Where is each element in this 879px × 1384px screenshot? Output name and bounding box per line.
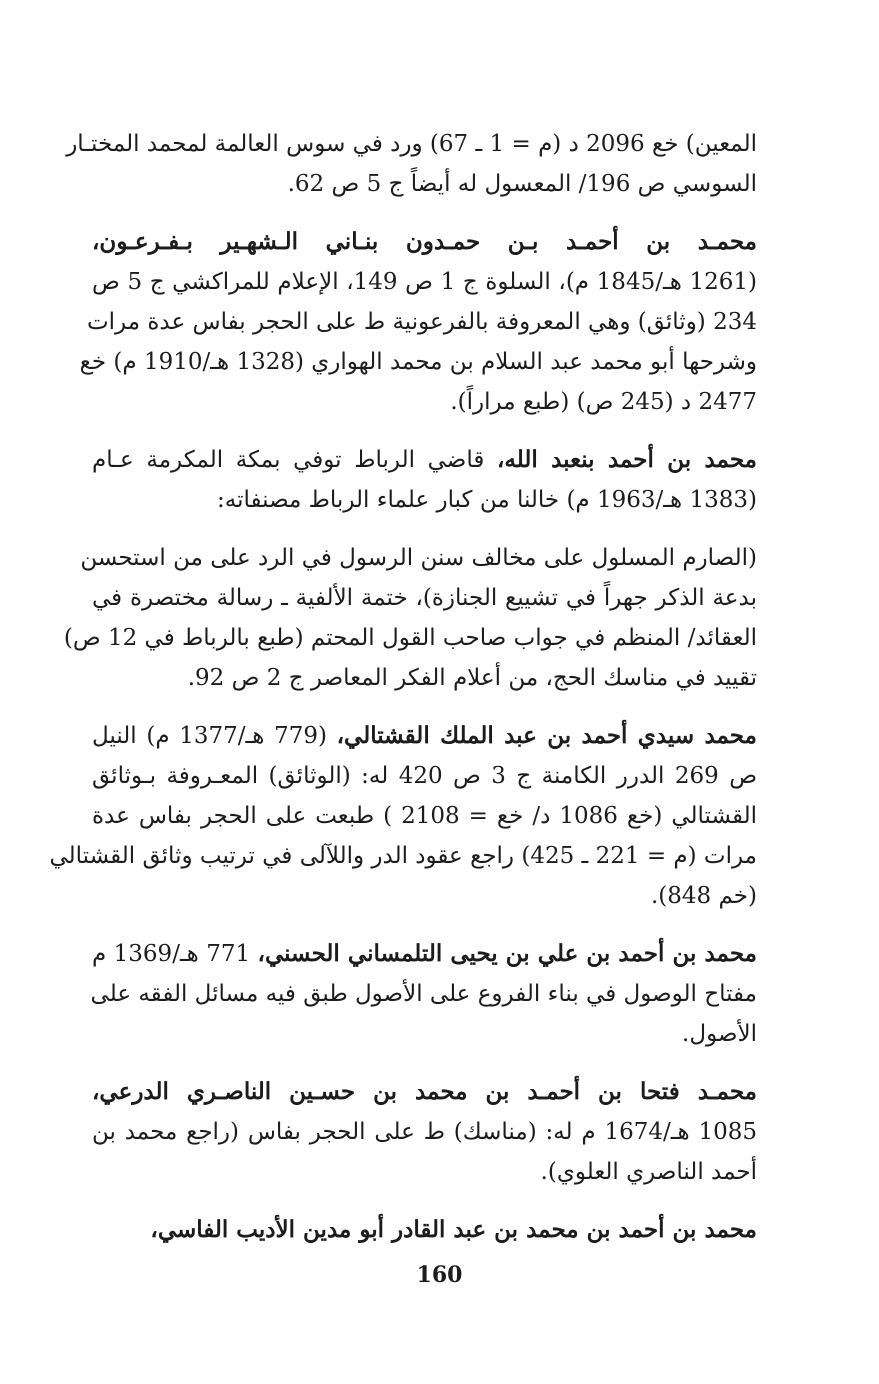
text-line: تقييد في مناسك الحج، من أعلام الفكر المعاصر ج 2 ص 92. (187, 665, 757, 691)
text-line: ص 269 الدرر الكامنة ج 3 ص 420 له: (الوثائق) المعـروفة بـوثائق (92, 763, 757, 789)
text-line: أحمد الناصري العلوي). (540, 1159, 757, 1185)
text-line: 1085 هـ/1674 م له: (مناسك) ط على الحجر بفاس (راجع محمد بن (92, 1119, 757, 1145)
entry-heading: محمد بن أحمد بنعبد الله، (496, 446, 757, 473)
text-line: العقائد/ المنظم في جواب صاحب القول المحتم (طبع بالرباط في 12 ص) (63, 625, 757, 651)
text-line: 234 (وثائق) وهي المعروفة بالفرعونية ط على الحجر بفاس عدة مرات (87, 309, 757, 335)
text-line: (الصارم المسلول على مخالف سنن الرسول في الرد على من استحسن (80, 545, 757, 571)
entry-heading: محمد بن أحمد بن محمد بن عبد القادر أبو مدين الأديب الفاسي، (150, 1216, 757, 1243)
entry-heading-line (92, 716, 757, 756)
text-line: بدعة الذكر جهراً في تشييع الجنازة)، ختمة الألفية ـ رسالة مختصرة في (92, 585, 757, 611)
text-line: (1383 هـ/1963 م) خالنا من كبار علماء الرباط مصنفاته: (217, 487, 757, 513)
entry-heading-text: 771 هـ/1369 م (92, 941, 258, 967)
entry-heading-text: (779 هـ/1377 م) النيل (92, 723, 337, 749)
text-line: (خم 848). (650, 883, 757, 909)
text-line: مفتاح الوصول في بناء الفروع على الأصول طبق فيه مسائل الفقه على (90, 981, 757, 1007)
text-line: السوسي ص 196/ المعسول له أيضاً ج 5 ص 62. (287, 171, 757, 197)
entry-heading-line (92, 934, 757, 974)
text-line: الأصول. (682, 1021, 757, 1047)
text-line: القشتالي (خع 1086 د/ خع = 2108 ) طبعت على الحجر بفاس عدة (92, 803, 757, 829)
entry-continuation (66, 124, 757, 204)
entry-bennani (79, 222, 757, 422)
entry-nasiri (92, 1072, 757, 1192)
text-line: (1261 هـ/1845 م)، السلوة ج 1 ص 149، الإعلام للمراكشي ج 5 ص (92, 269, 757, 295)
entry-bennabdallah (92, 440, 757, 520)
entry-heading-line (92, 1210, 757, 1250)
entry-tilimsani (92, 934, 757, 1054)
text-line: وشرحها أبو محمد عبد السلام بن محمد الهواري (1328 هـ/1910 م) خع (79, 349, 757, 375)
entry-heading: محمـد فتحا بن أحمـد بن محمد بن حسـين الناصـري الدرعي، (92, 1078, 757, 1105)
page-number: 160 (416, 1262, 463, 1288)
entry-heading: محمد سيدي أحمد بن عبد الملك القشتالي، (336, 722, 757, 749)
text-line: 2477 د (245 ص) (طبع مراراً). (450, 389, 757, 415)
entry-heading-line (92, 440, 757, 480)
entry-works-list (63, 538, 757, 698)
entry-heading: محمد بن أحمد بن علي بن يحيى التلمساني الحسني، (257, 940, 757, 967)
entry-heading-line (92, 222, 757, 262)
text-line: مرات (م = 221 ـ 425) راجع عقود الدر واللآلى في ترتيب وثائق القشتالي (49, 843, 757, 869)
entry-qashtali (49, 716, 757, 916)
entry-heading: محمـد بن أحمـد بـن حمـدون بنـاني الـشهـير بـفـرعـون، (92, 228, 757, 255)
page-body (49, 124, 757, 1268)
entry-heading-line (92, 1072, 757, 1112)
text-line: المعين) خع 2096 د (م = 1 ـ 67) ورد في سوس العالمة لمحمد المختـار (66, 131, 757, 157)
entry-abu-madyan (92, 1210, 757, 1250)
entry-heading-text: قاضي الرباط توفي بمكة المكرمة عـام (92, 447, 497, 473)
